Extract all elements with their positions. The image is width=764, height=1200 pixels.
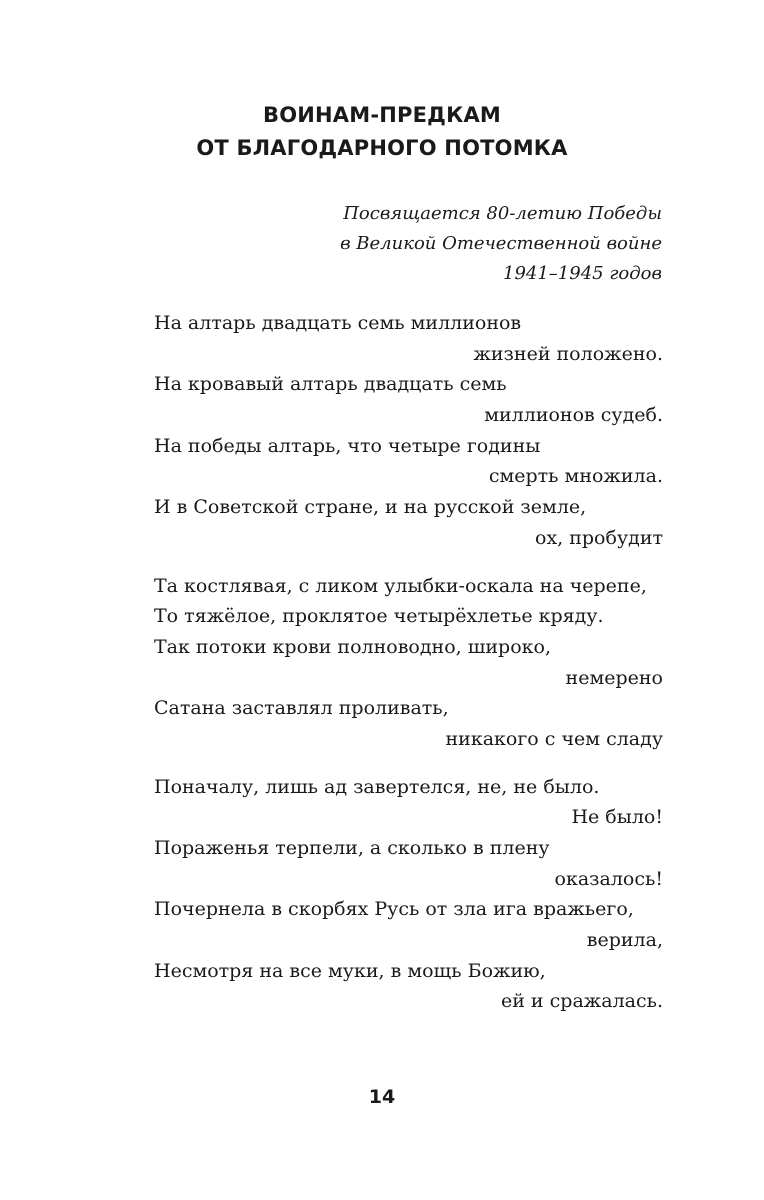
poem-line: ей и сражалась. <box>500 990 663 1013</box>
page-number: 14 <box>368 1086 396 1108</box>
poem-line: смерть множила. <box>488 465 663 488</box>
poem-line: То тяжёлое, проклятое четырёхлетье кряду. <box>154 605 604 628</box>
poem-line: миллионов судеб. <box>484 404 663 427</box>
poem-line: немерено <box>565 666 663 689</box>
poem-line: Так потоки крови полноводно, широко, <box>154 635 551 658</box>
stanza-1 <box>154 308 663 554</box>
poem-line: И в Советской стране, и на русской земле, <box>154 496 587 519</box>
poem-line: Поначалу, лишь ад завертелся, не, не было. <box>154 775 600 798</box>
dedication-line: в Великой Отечественной войне <box>340 233 662 254</box>
dedication-line: 1941–1945 годов <box>503 263 662 284</box>
stanza-2 <box>154 571 663 755</box>
dedication-line: Посвящается 80-летию Победы <box>343 203 662 224</box>
poem-line: Не было! <box>571 806 663 829</box>
poem-body <box>154 308 663 1034</box>
poem-line: Несмотря на все муки, в мощь Божию, <box>154 959 546 982</box>
poem-line: На алтарь двадцать семь миллионов <box>154 312 522 334</box>
poem-line: Почернела в скорбях Русь от зла ига вражьего, <box>154 898 634 921</box>
poem-line: Сатана заставлял проливать, <box>154 697 449 720</box>
poem-line: оказалось! <box>554 867 663 890</box>
poem-line: никакого с чем сладу <box>445 727 663 750</box>
poem-line: На победы алтарь, что четыре годины <box>154 434 541 457</box>
poem-line: жизней положено. <box>473 342 663 365</box>
dedication <box>340 199 662 289</box>
poem-line: Та костлявая, с ликом улыбки-оскала на черепе, <box>154 574 647 597</box>
poem-line: ох, пробудит <box>535 526 663 549</box>
poem-line: На кровавый алтарь двадцать семь <box>154 373 507 396</box>
poem-title-line-1: ВОИНАМ-ПРЕДКАМ <box>262 103 501 127</box>
poem-title-line-2: ОТ БЛАГОДАРНОГО ПОТОМКА <box>196 136 568 160</box>
poem-line: Пораженья терпели, а сколько в плену <box>154 837 550 859</box>
poem-line: верила, <box>586 929 663 952</box>
stanza-3 <box>154 772 663 1018</box>
